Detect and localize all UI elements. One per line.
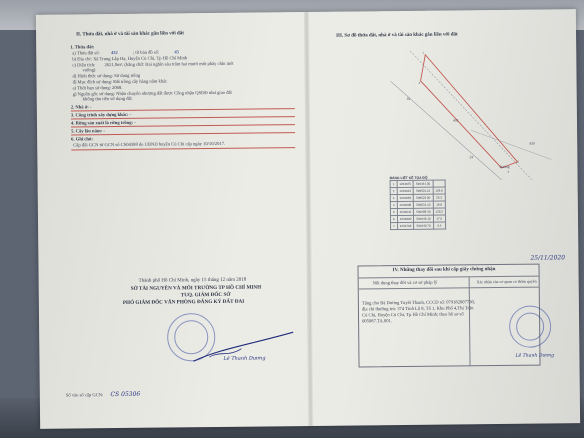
changes-col-confirm: Xác nhận của cơ quan có thẩm quyền — [476, 278, 537, 285]
coordinate-cell: 5 — [390, 209, 397, 216]
change-text-line: Củ Chi, Huyện Củ Chi, Tp Hồ Chí Minh; theo hồ sơ số — [361, 311, 464, 318]
changes-col-content: Nội dung thay đổi và cơ sở pháp lý — [372, 279, 438, 286]
coordinate-cell: 19.8 — [433, 201, 446, 208]
confirm-stamp-inner — [516, 313, 544, 341]
parcel-number: 432 — [110, 49, 118, 56]
coordinate-cell: 128.2 — [433, 208, 446, 215]
left-page — [36, 12, 308, 429]
coordinate-row — [391, 222, 446, 230]
changes-heading: IV. Những thay đổi sau khi cấp giấy chứng nhận — [392, 267, 496, 274]
coordinate-cell: 7 — [391, 223, 398, 230]
map-vertex-label: 1 — [422, 50, 424, 55]
signature-stroke — [189, 330, 299, 371]
map-neighbor-label: 61 — [406, 96, 411, 101]
notes-heading: 6. Ghi chú: — [71, 136, 94, 142]
coordinate-cell: 1234656 — [397, 194, 414, 201]
notes-text: Cấp đổi GCN từ GCN số CS04588 do UBND huyện Củ Chi cấp ngày 10/10/2017. — [73, 140, 226, 148]
map-section-title: III. Sơ đồ thửa đất, nhà ở và tài sản khác gắn liền với đất — [336, 32, 458, 39]
coordinate-cell: 1234675 — [397, 180, 414, 187]
area-line-cont: vuông) — [82, 67, 96, 73]
coordinate-cell: 2 — [390, 188, 397, 195]
parcel-line: a) Thửa đất số: 432 ; tờ bản đồ số: 45 — [72, 49, 179, 56]
coordinate-cell: 599531.10 — [414, 201, 433, 208]
confirm-stamp — [509, 305, 551, 347]
map-parcel-label: 432 — [452, 118, 459, 123]
forest-line: 4. Rừng sản xuất là rừng trồng: - — [70, 119, 136, 126]
coordinate-table — [390, 176, 447, 231]
change-text-line: địa chỉ thường trú: 374 Tỉnh Lộ 8, Tổ 1, Khu Phố 4,Thị Trấn — [361, 305, 474, 312]
authority-delegation: TUQ. GIÁM ĐỐC SỞ — [180, 291, 231, 299]
address-line: b) Địa chỉ: Xã Trung Lập Hạ, Huyện Củ Chi, Tp Hồ Chí Minh — [72, 55, 188, 62]
section-title: II. Thửa đất, nhà ở và tài sản khác gắn liền với đất — [76, 31, 185, 38]
origin-line: g) Nguồn gốc sử dụng: Nhận chuyển nhượng đất được Công nhận QSDĐ như giao đất — [72, 89, 232, 97]
coordinate-cell: 1234709 — [397, 222, 414, 229]
map-neighbor-label: 430 — [529, 141, 535, 146]
parcel-map — [350, 39, 571, 181]
map-neighbor-label: 24 — [469, 155, 473, 160]
coordinate-cell: 599523.00 — [414, 194, 433, 201]
changes-divider — [359, 287, 539, 290]
origin-line-cont: không thu tiền sử dụng đất — [82, 95, 132, 102]
coordinate-cell: 3 — [390, 195, 397, 202]
coordinate-cell: 599488.30 — [414, 208, 433, 215]
area-value: 2621,9m², — [104, 61, 124, 68]
separator — [71, 108, 295, 111]
coordinate-cell: 599440.70 — [414, 222, 433, 229]
coordinate-cell: 4 — [390, 202, 397, 209]
coordinate-cell: 1234690 — [397, 215, 414, 222]
coordinate-cell: 1 — [390, 181, 397, 188]
authority-name: SỞ TÀI NGUYÊN VÀ MÔI TRƯỜNG TP HỒ CHÍ MINH — [130, 284, 262, 292]
coordinate-cell: 1234638 — [397, 201, 414, 208]
coordinate-cell: 1234642 — [397, 208, 414, 215]
map-vertex-label: 2 — [517, 159, 520, 164]
coordinate-cell: 17.5 — [433, 215, 446, 222]
land-heading: 1. Thửa đất: — [70, 44, 95, 50]
sign-place-date: Thành phố Hồ Chí Minh, ngày 15 tháng 12 năm 2018 — [138, 277, 247, 284]
map-road-label: Đường — [499, 164, 510, 169]
use-term-line: e) Thời hạn sử dụng: 2068. — [72, 84, 123, 91]
use-form-line: d) Hình thức sử dụng: Sử dụng riêng — [72, 72, 141, 79]
coordinate-cell: 9.4 — [433, 222, 446, 229]
perennial-line: 5. Cây lâu năm: - — [71, 128, 105, 134]
change-text-line: 005087.TA.001. — [362, 318, 392, 324]
map-vertex-label: 4 — [418, 80, 421, 85]
register-number: CS 05306 — [110, 390, 141, 399]
coordinate-cell: 599444.30 — [413, 180, 432, 187]
house-line: 2. Nhà ở: - — [70, 104, 92, 110]
certificate-sheet — [36, 9, 580, 429]
coordinate-cell: 128.6 — [433, 187, 446, 194]
right-page — [310, 9, 580, 426]
use-purpose-line: đ) Mục đích sử dụng: Đất trồng cây hàng năm khác — [72, 78, 168, 85]
coordinate-cell: 25.3 — [433, 194, 446, 201]
coordinate-cell: 1234643 — [397, 187, 414, 194]
change-text-line: Tặng cho Bà Dương Tuyết Thanh, CCCD số: 079182007730, — [361, 299, 475, 306]
coordinate-cell: 599501.10 — [414, 187, 433, 194]
confirm-signer: Lê Thanh Dương — [515, 353, 555, 359]
confirm-date: 25/11/2020 — [530, 254, 566, 262]
map-vertex-label: 3 — [507, 169, 510, 174]
authority-title: PHÓ GIÁM ĐỐC VĂN PHÒNG ĐĂNG KÝ ĐẤT ĐAI — [122, 298, 245, 306]
signer-name: Lê Thanh Dương — [223, 355, 266, 362]
coordinate-cell: 6 — [390, 216, 397, 223]
register-line: Số vào sổ cấp GCN: CS 05306 — [65, 390, 141, 399]
coordinate-cell: 599446.10 — [414, 215, 433, 222]
map-sheet-number: 45 — [174, 49, 179, 55]
changes-column-divider — [469, 277, 471, 365]
coordinate-table-caption: BẢNG LIỆT KÊ TỌA ĐỘ — [389, 175, 428, 181]
construction-line: 3. Công trình xây dựng khác: - — [70, 111, 132, 118]
area-line: c) Diện tích: 2621,9m², (bằng chữ: Hai nghìn sáu trăm hai mươi mốt phẩy chín mét — [72, 60, 234, 68]
